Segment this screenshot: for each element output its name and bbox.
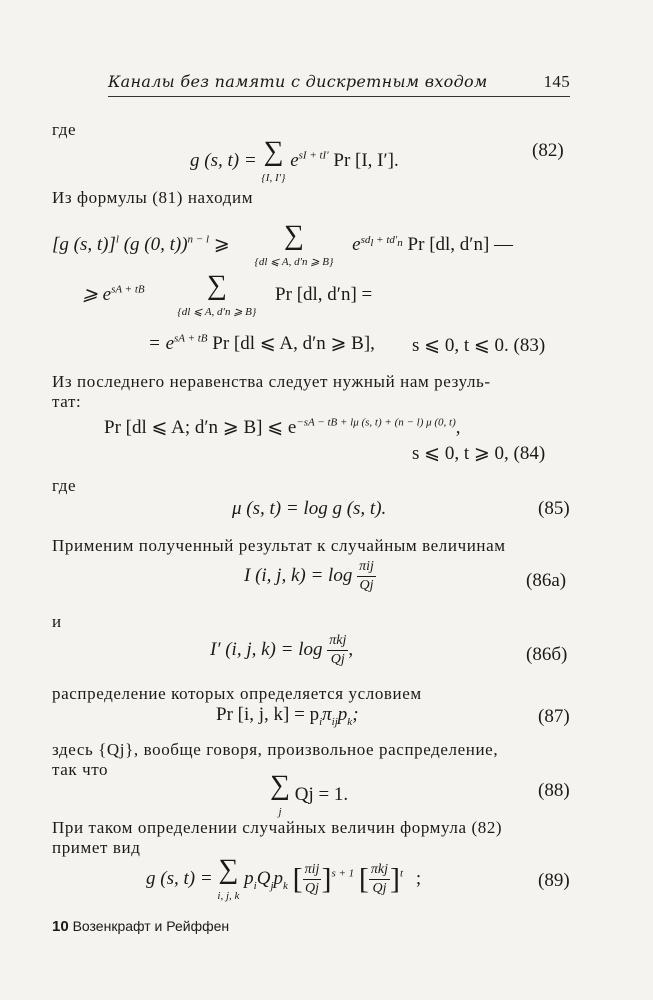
f89-sum-sub: i, j, k: [217, 890, 240, 902]
f89-numerator-2: πkj: [370, 862, 389, 877]
eq-num-85: (85): [538, 498, 570, 519]
eq-num-86b: (86б): [526, 644, 568, 665]
f86b-lhs: I′ (i, j, k) = log: [210, 638, 323, 660]
page-number: 145: [543, 72, 570, 91]
f89-sigma: ∑: [218, 854, 239, 885]
formula-85: μ (s, t) = log g (s, t).: [232, 498, 387, 519]
f83-l2-sum: [177, 272, 256, 319]
eq-num-82: (82): [532, 140, 564, 161]
f89-sum: [217, 856, 239, 903]
formula-88: [270, 772, 348, 819]
formula-84: Pr [dl ⩽ A; d′n ⩾ B] ⩽ $e^{-sA - tB + l\mu (s, t) + (n - l) \mu (0, t)}$,: [104, 416, 461, 438]
f89-lhs: g (s, t) =: [146, 867, 213, 889]
f86a-lhs: I (i, j, k) = log: [244, 564, 353, 586]
header-rule: [108, 96, 570, 97]
f89-numerator-1: πij: [304, 862, 320, 877]
formula-86b: I′ (i, j, k) = log $\frac{\text{πkj}}{Qj}$ ,: [210, 633, 354, 667]
formula-89: g (s, t) = ∑ i, j, k $p_iQ_jp_k$ [ $\frac{\text{πij}}{Qj}$ ]$^{s + 1}$ [ $\frac{\text{πkj}}{Qj}$ ]$^t$ ;: [146, 854, 422, 902]
text-iz-posled-1: Из последнего неравенства следует нужный нам резуль-: [52, 372, 491, 391]
f83-l3-body: Pr [dl ⩽ A, d′n ⩾ B],: [212, 333, 375, 354]
f89-bracket-open-2: [: [358, 862, 369, 896]
footer-authors: Возенкрафт и Рейффен: [72, 918, 230, 934]
f82-sum-sub: {I, I′}: [261, 172, 286, 184]
text-i: и: [52, 612, 62, 631]
text-zdes-1: здесь {Qj}, вообще говоря, произвольное распределение,: [52, 740, 499, 759]
eq-num-84: s ⩽ 0, t ⩾ 0, (84): [412, 443, 546, 464]
text-raspred: распределение которых определяется условием: [52, 684, 422, 703]
f88-sigma: ∑: [270, 770, 290, 801]
f83-l2-exp: ⩾ $e^{sA + tB}$: [82, 283, 145, 305]
f83-l2-sum-sub: {dl ⩽ A, d′n ⩾ B}: [177, 306, 257, 318]
formula-83-line3: [148, 332, 375, 355]
text-primenim: Применим полученный результат к случайным величинам: [52, 536, 506, 555]
f83-l1-g: [g (s, t)]$^l$: [52, 233, 119, 255]
f89-fraction-2: [369, 863, 390, 896]
f83-l1-exp: $e^{sd_l + td'_n}$: [352, 233, 403, 255]
text-iz-posled-2: тат:: [52, 392, 82, 411]
f86a-denominator: Qj: [357, 576, 376, 593]
f83-l1-sum: [254, 222, 333, 269]
f89-bracket-open-1: [: [292, 862, 303, 896]
formula-82: [190, 138, 399, 185]
f88-sum-sub: j: [278, 806, 282, 818]
f83-l1-sum-sub: {dl ⩽ A, d′n ⩾ B}: [254, 256, 334, 268]
f84-exponent: −sA − tB + lμ (s, t) + (n − l) μ (0, t): [296, 416, 456, 429]
f88-rhs: Qj = 1.: [294, 783, 349, 805]
formula-87: Pr [i, j, $k] = p_i\pi_{ij}p_k$;: [216, 704, 359, 728]
f82-exp: $e^{sI + tI'}$: [290, 149, 329, 171]
eq-num-87: (87): [538, 706, 570, 727]
f86a-fraction: [357, 560, 376, 593]
f86b-denominator: Qj: [327, 650, 348, 667]
eq-num-88: (88): [538, 780, 570, 801]
f84-lhs: Pr [dl ⩽ A; d′n ⩾ B] ⩽ e: [104, 417, 297, 438]
running-header: [108, 72, 570, 91]
header-title: Каналы без памяти с дискретным входом: [108, 72, 488, 91]
f87-body: Pr [i, j, k] = p: [216, 704, 320, 725]
f83-l2-sigma: ∑: [206, 270, 227, 301]
formula-86a: [244, 560, 376, 593]
f89-denominator-1: Qj: [303, 879, 322, 896]
text-pri-takom-2: примет вид: [52, 838, 141, 857]
text-gde-1: где: [52, 120, 77, 139]
text-iz-formuly: Из формулы (81) находим: [52, 188, 254, 207]
eq-num-89: (89): [538, 870, 570, 891]
f82-sigma: ∑: [263, 136, 284, 167]
footer-signature: 10: [52, 918, 69, 935]
text-zdes-2: так что: [52, 760, 109, 779]
f82-rhs: Pr [I, I′].: [333, 149, 399, 171]
f83-l1-rhs: Pr [dl, d′n] —: [407, 233, 514, 255]
f89-mid: $p_iQ_jp_k$: [244, 867, 288, 892]
f83-l1-sigma: ∑: [283, 220, 304, 251]
f89-bracket-close-1: ]: [321, 862, 332, 896]
f83-l2-rhs: Pr [dl, d′n] =: [275, 283, 373, 305]
f88-sum: [270, 772, 290, 819]
f89-fraction-1: [303, 863, 322, 896]
f86b-numerator: πkj: [329, 633, 347, 648]
eq-num-83: s ⩽ 0, t ⩽ 0. (83): [412, 335, 546, 356]
f86b-fraction: [327, 634, 348, 667]
f86a-numerator: πij: [359, 559, 374, 574]
f89-denominator-2: Qj: [369, 879, 390, 896]
f83-l1-g0: (g (0, t))$^{n - l}$: [123, 233, 210, 255]
formula-83-line1: [52, 222, 513, 269]
eq-num-86a: (86а): [526, 570, 567, 591]
footer: [52, 918, 229, 935]
text-gde-2: где: [52, 476, 77, 495]
formula-83-line2: [82, 272, 372, 319]
text-pri-takom-1: При таком определении случайных величин формула (82): [52, 818, 503, 837]
f83-l3-exp: = $e^{sA + tB}$: [148, 332, 208, 354]
f89-bracket-close-2: ]: [390, 862, 401, 896]
f82-lhs: g (s, t) =: [190, 149, 257, 171]
f83-l1-geq: ⩾: [213, 233, 230, 255]
f82-sum: [261, 138, 285, 185]
